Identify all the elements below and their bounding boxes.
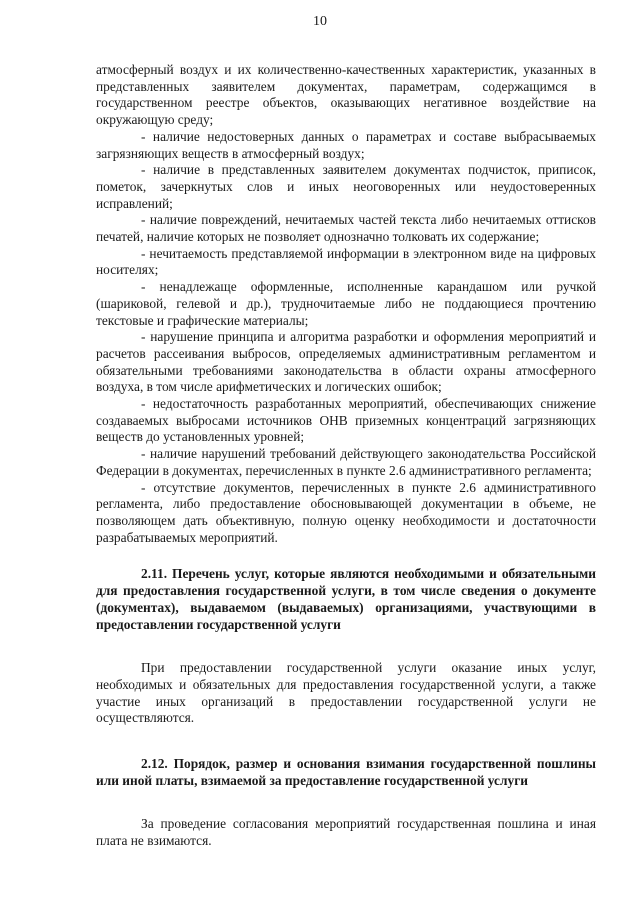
paragraph-continuation: атмосферный воздух и их количественно-качественных характеристик, указанных в представленных заявителем документах, параметрам, содержащимся в государственном реестре объектов, оказывающих негативное воздействие на окружающую среду; — [96, 62, 596, 128]
document-body — [96, 62, 596, 850]
list-item-unreliable-data: - наличие недостоверных данных о параметрах и составе выбрасываемых загрязняющих веществ в атмосферный воздух; — [96, 128, 596, 161]
list-item-corrections: - наличие в представленных заявителем документах подчисток, приписок, пометок, зачеркнутых слов и иных неоговоренных или неудостоверенных исправлений; — [96, 162, 596, 211]
list-item-law-violations: - наличие нарушений требований действующего законодательства Российской Федерации в документах, перечисленных в пункте 2.6 административного регламента; — [96, 446, 596, 478]
list-item-missing-documents: - отсутствие документов, перечисленных в пункте 2.6 административного регламента, либо предоставление обосновывающей документации в объеме, не позволяющем дать объективную, полную оценку необходимости и достаточности разрабатываемых мероприятий. — [96, 479, 596, 545]
paragraph-2-12-body: За проведение согласования мероприятий государственная пошлина и иная плата не взимаются. — [96, 816, 596, 849]
section-heading-2-12: 2.12. Порядок, размер и основания взимания государственной пошлины или иной платы, взимаемой за предоставление государственной услуги — [96, 756, 596, 788]
page-number: 10 — [313, 14, 327, 29]
list-item-improper-materials: - ненадлежаще оформленные, исполненные карандашом или ручкой (шариковой, гелевой и др.), трудночитаемые либо не поддающиеся прочтению текстовые и графические материалы; — [96, 279, 596, 328]
list-item-insufficient-measures: - недостаточность разработанных мероприятий, обеспечивающих снижение создаваемых выбросами источников ОНВ приземных концентраций загрязняющих веществ до установленных уровней; — [96, 396, 596, 445]
list-item-algorithm-violation: - нарушение принципа и алгоритма разработки и оформления мероприятий и расчетов рассеивания выбросов, определяемых административным регламентом и обязательными требованиями законодательства в области охраны атмосферного воздуха, в том числе арифметических и логических ошибок; — [96, 329, 596, 395]
section-heading-2-11: 2.11. Перечень услуг, которые являются необходимыми и обязательными для предоставления государственной услуги, в том числе сведения о документе (документах), выдаваемом (выдаваемых) организациями, участвующими в предоставлении государственной услуги — [96, 566, 596, 632]
paragraph-2-11-body: При предоставлении государственной услуги оказание иных услуг, необходимых и обязательных для предоставления государственной услуги, а также участие иных организаций в предоставлении государственной услуги не осуществляются. — [96, 660, 596, 726]
list-item-unreadable-digital: - нечитаемость представляемой информации в электронном виде на цифровых носителях; — [96, 245, 596, 278]
list-item-damage: - наличие повреждений, нечитаемых частей текста либо нечитаемых оттисков печатей, наличие которых не позволяет однозначно толковать их содержание; — [96, 212, 596, 245]
